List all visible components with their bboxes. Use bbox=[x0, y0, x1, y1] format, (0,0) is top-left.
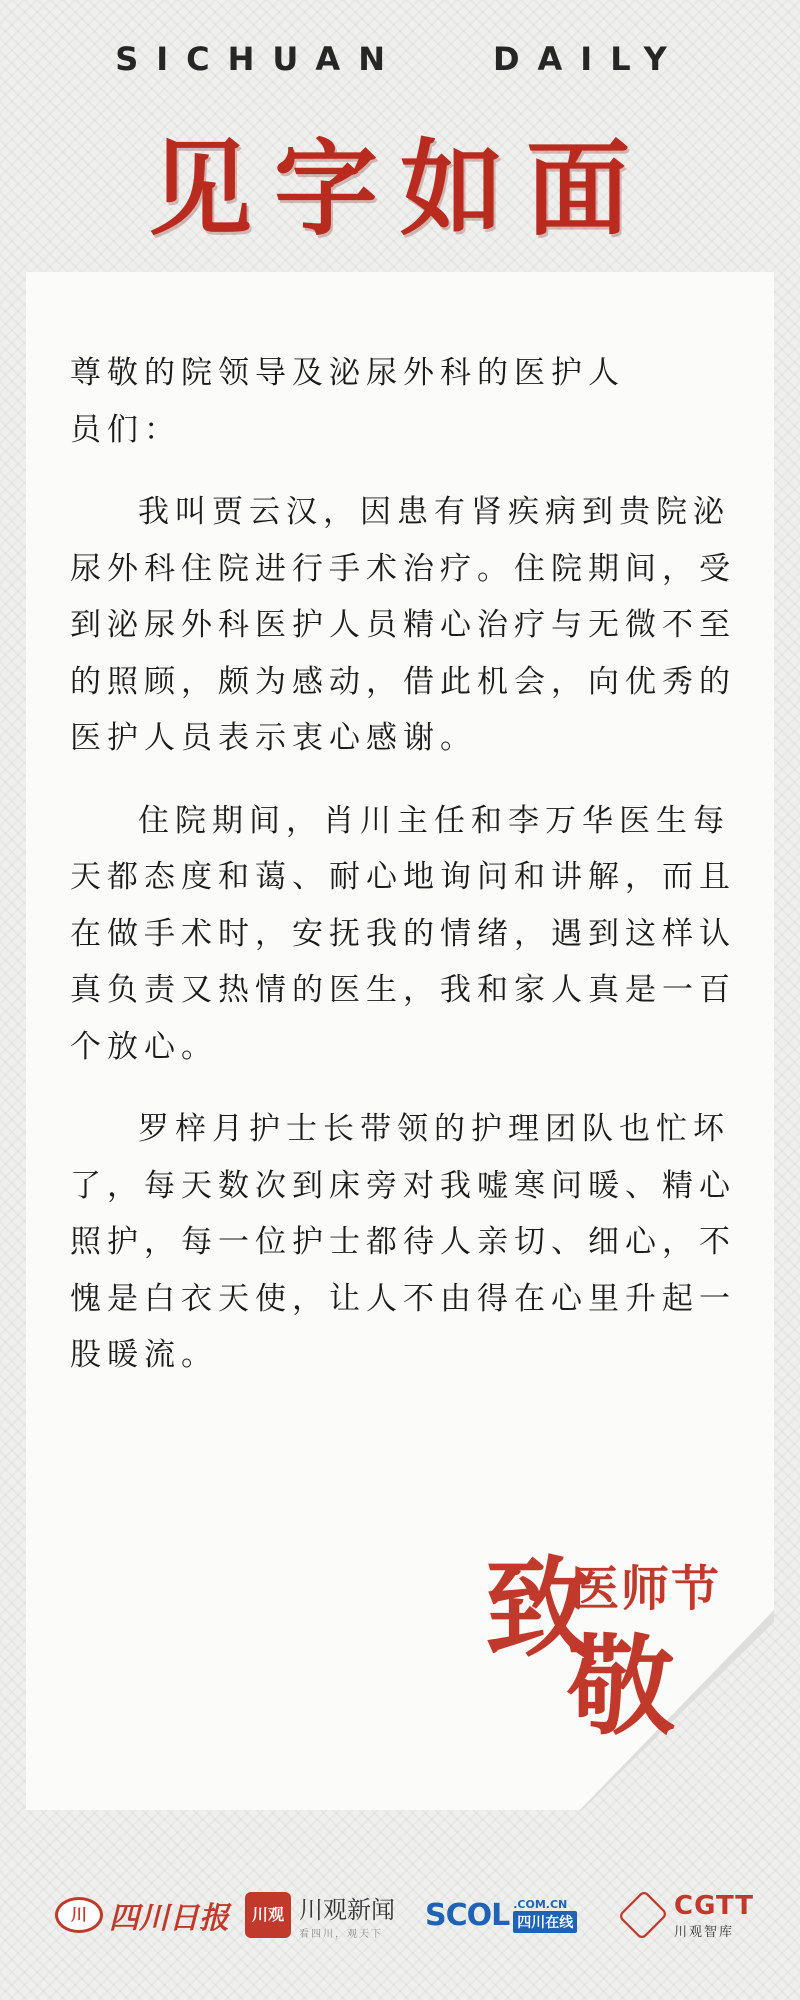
cgtt-logo[interactable] bbox=[620, 1880, 754, 1950]
cgtt-hex-icon bbox=[618, 1890, 669, 1941]
scol-logo-text: SCOL bbox=[425, 1897, 510, 1933]
stamp-char-zhi: 致 bbox=[485, 1546, 594, 1672]
letter-paragraph-1: 我叫贾云汉，因患有肾疾病到贵院泌尿外科住院进行手术治疗。住院期间，受到泌尿外科医护人员精心治疗与无微不至的照顾，颇为感动，借此机会，向优秀的医护人员表示衷心感谢。 bbox=[70, 494, 736, 756]
scol-badge: 四川在线 bbox=[513, 1911, 577, 1933]
cgtt-subtitle: 川观智库 bbox=[674, 1924, 735, 1940]
sichuan-daily-logo-text: 四川日报 bbox=[109, 1901, 229, 1936]
sichuan-daily-logo[interactable] bbox=[55, 1880, 229, 1950]
sichuan-daily-icon: 川 bbox=[55, 1897, 103, 1933]
page-title: 见字如面 bbox=[147, 127, 652, 250]
letter-paragraph-2: 住院期间，肖川主任和李万华医生每天都态度和蔼、耐心地询问和讲解，而且在做手术时，安抚我的情绪，遇到这样认真负责又热情的医生，我和家人真是一百个放心。 bbox=[70, 802, 736, 1065]
stamp-text-doctors-day: 医师节 bbox=[571, 1561, 722, 1617]
masthead-sichuan: SICHUAN bbox=[115, 40, 403, 78]
chuanguan-news-logo[interactable] bbox=[245, 1880, 395, 1950]
letter-paragraph-3: 罗梓月护士长带领的护理团队也忙坏了，每天数次到床旁对我嘘寒问暖、精心照护，每一位护士都待人亲切、细心，不愧是白衣天使，让人不由得在心里升起一股暖流。 bbox=[70, 1111, 736, 1373]
doctors-day-stamp bbox=[485, 1546, 745, 1755]
footer-logos bbox=[0, 1880, 800, 1960]
scol-domain: .COM.CN bbox=[513, 1897, 568, 1911]
scol-logo[interactable] bbox=[425, 1880, 577, 1950]
cgtt-logo-text: CGTT bbox=[674, 1890, 755, 1921]
chuanguan-logo-text: 川观新闻 bbox=[299, 1896, 395, 1924]
masthead-daily: DAILY bbox=[492, 40, 685, 78]
chuanguan-slogan: 看四川，观天下 bbox=[299, 1929, 383, 1940]
letter-body bbox=[70, 345, 750, 1384]
letter-salutation: 尊敬的院领导及泌尿外科的医护人员们： bbox=[70, 355, 625, 448]
stamp-char-jing: 敬 bbox=[567, 1624, 676, 1750]
chuanguan-icon: 川观 bbox=[245, 1892, 291, 1938]
masthead bbox=[0, 40, 800, 78]
